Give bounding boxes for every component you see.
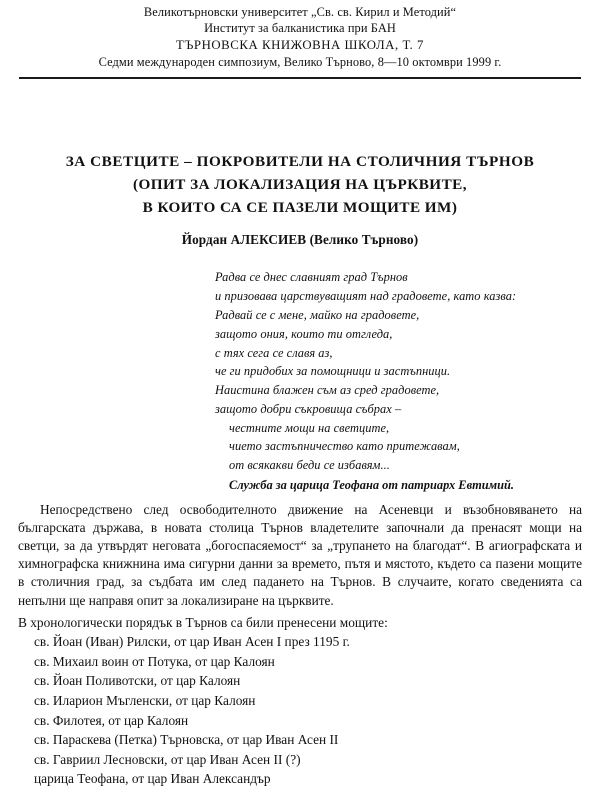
epigraph-line: защото ония, които ти отгледа, [215,326,393,341]
epigraph-line: Радва се днес славният град Търнов [215,270,408,285]
masthead-symposium-line: Седми международен симпозиум, Велико Търново, 8—10 октомври 1999 г. [98,54,502,69]
paragraph-indent [18,502,40,517]
masthead-university-line: Великотърновски университет „Св. св. Кирил и Методий“ [143,5,457,19]
list-item: св. Иларион Мъгленски, от цар Калоян [34,693,256,709]
header-divider-rule [19,77,581,79]
list-item: св. Параскева (Петка) Търновска, от цар Иван Асен II [34,732,339,748]
list-item: св. Гавриил Лесновски, от цар Иван Асен II (?) [34,751,301,767]
list-item: св. Йоан (Иван) Рилски, от цар Иван Асен I през 1195 г. [34,634,350,650]
epigraph-line: Радвай се с мене, майко на градовете, [215,307,420,322]
list-item: царица Теофана, от цар Иван Александър [34,771,271,787]
epigraph-line: от всякакви беди се избавям... [229,458,390,473]
masthead-series-line: ТЪРНОВСКА КНИЖОВНА ШКОЛА, Т. 7 [175,37,424,52]
epigraph-block [18,268,582,494]
body-paragraph-text: Непосредствено след освободителното движение на Асеневци и възобновяването на българската държава, в новата столица Търнов владетелите започнали да пренасят мощи на светци, за да утвърдят неговата „богоспасяемост“ за „трупането на благодат“. В агиографската и химнографска книжнина има сигурни данни за времето, пътя и мястото, където са пазени мощите в столичния град, за съдбата им след падането на Търнов. В случаите, когато сведенията са непълни ще направя опит за локализиране на църквите. [18,501,582,608]
list-item: св. Филотея, от цар Калоян [34,712,189,728]
title-block [18,151,582,248]
epigraph-line: че ги придобих за помощници и застъпници. [215,364,451,379]
epigraph-attribution: Служба за царица Теофана от патриарх Евтимий. [229,478,515,492]
epigraph-line: защото добри съкровища събрах – [215,401,402,416]
epigraph-line: чието застъпничество като притежавам, [229,439,460,454]
list-item: св. Йоан Поливотски, от цар Калоян [34,673,241,689]
masthead-institute-line: Институт за балканистика при БАН [204,21,396,36]
epigraph-line: честните мощи на светците, [229,420,390,435]
masthead [18,4,582,72]
epigraph-line: Наистина блажен съм аз сред градовете, [215,383,440,398]
epigraph-line: с тях сега се славя аз, [215,345,333,360]
relic-list-intro: В хронологически порядък в Търнов са били пренесени мощите: [18,614,388,630]
author-byline: Йордан АЛЕКСИЕВ (Велико Търново) [181,232,419,248]
list-item: св. Михаил воин от Потука, от цар Калоян [34,653,275,669]
body-paragraph [18,501,582,610]
relic-list [18,632,582,788]
page-title-line-2: (ОПИТ ЗА ЛОКАЛИЗАЦИЯ НА ЦЪРКВИТЕ, [133,175,467,193]
page-title-line-3: В КОИТО СА СЕ ПАЗЕЛИ МОЩИТЕ ИМ) [142,198,458,216]
epigraph-line: и призовава царствуващият над градовете, като казва: [215,289,517,304]
page-title-line-1: ЗА СВЕТЦИТЕ – ПОКРОВИТЕЛИ НА СТОЛИЧНИЯ ТЪРНОВ [65,153,535,171]
